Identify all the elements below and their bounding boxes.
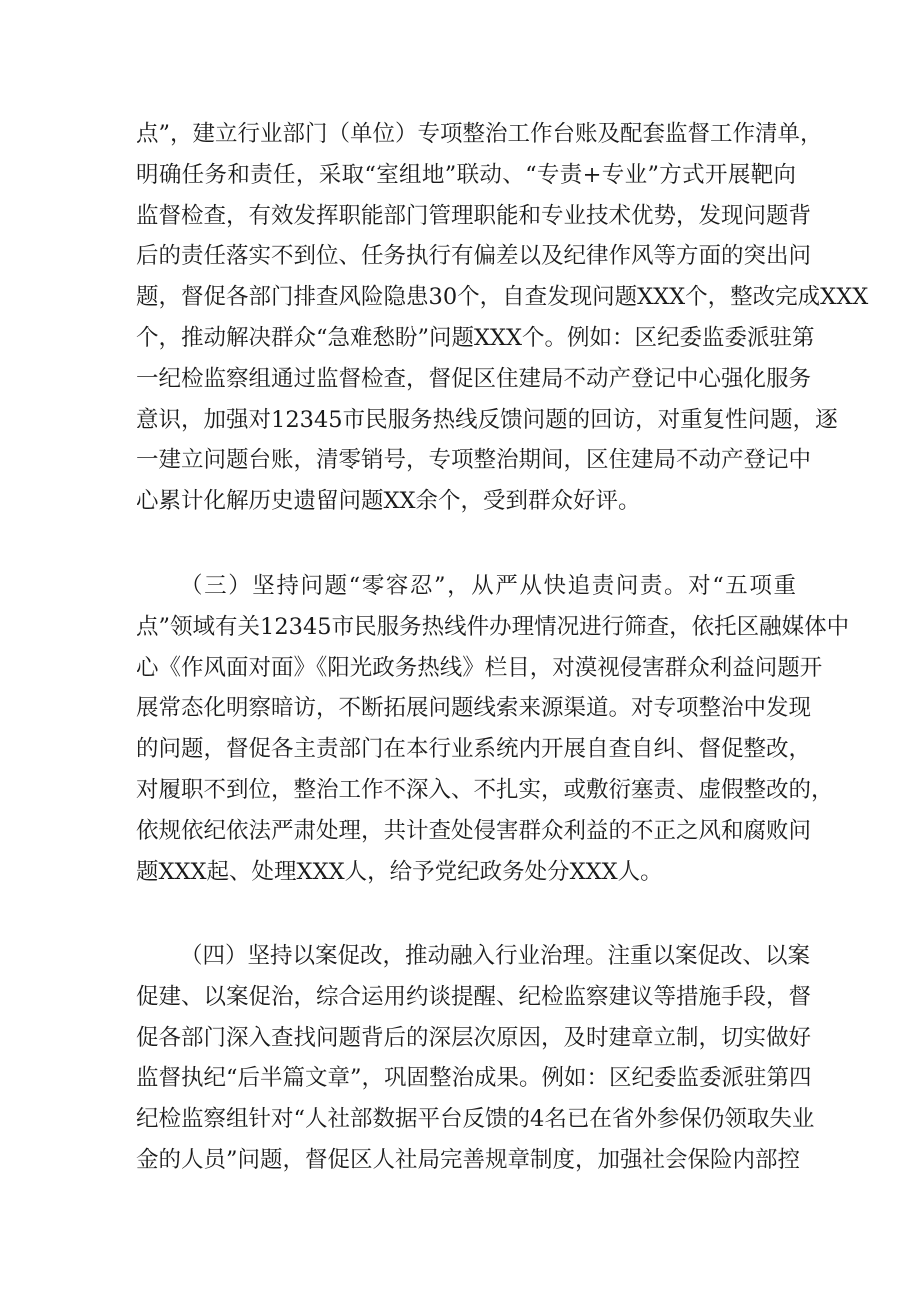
- text-line: 金的人员”问题，督促区人社局完善规章制度，加强社会保险内部控: [136, 1146, 801, 1173]
- section-heading-line: （三）坚持问题“零容忍”，从严从快追责问责。对“五项重: [180, 573, 796, 599]
- text-line: 点”，建立行业部门（单位）专项整治工作台账及配套监督工作清单，: [136, 121, 823, 147]
- text-line: 个，推动解决群众“急难愁盼”问题XXX个。例如：区纪委监委派驻第: [136, 324, 815, 351]
- text-line: 纪检监察组针对“人社部数据平台反馈的4名已在省外参保仍领取失业: [136, 1106, 815, 1133]
- text-line: 监督检查，有效发挥职能部门管理职能和专业技术优势，发现问题背: [136, 202, 812, 229]
- paragraph-section-four: [136, 936, 815, 1181]
- text-line: 意识，加强对12345市民服务热线反馈问题的回访，对重复性问题，逐: [136, 406, 838, 433]
- text-line: 点”领域有关12345市民服务热线件办理情况进行筛查，依托区融媒体中: [136, 613, 850, 640]
- text-line: 的问题，督促各主责部门在本行业系统内开展自查自纠、督促整改，: [136, 736, 812, 763]
- paragraph-section-three: [136, 566, 850, 892]
- text-line: 促建、以案促治，综合运用约谈提醒、纪检监察建议等措施手段，督: [136, 983, 812, 1010]
- text-line: 对履职不到位，整治工作不深入、不扎实，或敷衍塞责、虚假整改的，: [136, 776, 834, 803]
- text-line: 一纪检监察组通过监督检查，督促区住建局不动产登记中心强化服务: [136, 365, 812, 392]
- text-line: 后的责任落实不到位、任务执行有偏差以及纪律作风等方面的突出问: [136, 243, 812, 270]
- text-line: 监督执纪“后半篇文章”，巩固整治成果。例如：区纪委监委派驻第四: [136, 1065, 812, 1092]
- text-line: 明确任务和责任，采取“室组地”联动、“专责+专业”方式开展靶向: [136, 161, 796, 188]
- text-line: 展常态化明察暗访，不断拓展问题线索来源渠道。对专项整治中发现: [136, 695, 812, 722]
- text-line: 促各部门深入查找问题背后的深层次原因，及时建章立制，切实做好: [136, 1024, 812, 1051]
- paragraph-continued: [136, 114, 869, 522]
- section-heading-line: （四）坚持以案促改，推动融入行业治理。注重以案促改、以案: [180, 943, 811, 969]
- text-line: 一建立问题台账，清零销号，专项整治期间，区住建局不动产登记中: [136, 447, 812, 474]
- text-line: 依规依纪依法严肃处理，共计查处侵害群众利益的不正之风和腐败问: [136, 817, 812, 844]
- text-line: 题XXX起、处理XXX人，给予党纪政务处分XXX人。: [136, 858, 663, 885]
- text-line: 心累计化解历史遗留问题XX余个，受到群众好评。: [136, 488, 641, 515]
- text-line: 题，督促各部门排查风险隐患30个，自查发现问题XXX个，整改完成XXX: [136, 284, 869, 311]
- text-line: 心《作风面对面》《阳光政务热线》栏目，对漠视侵害群众利益问题开: [136, 654, 823, 681]
